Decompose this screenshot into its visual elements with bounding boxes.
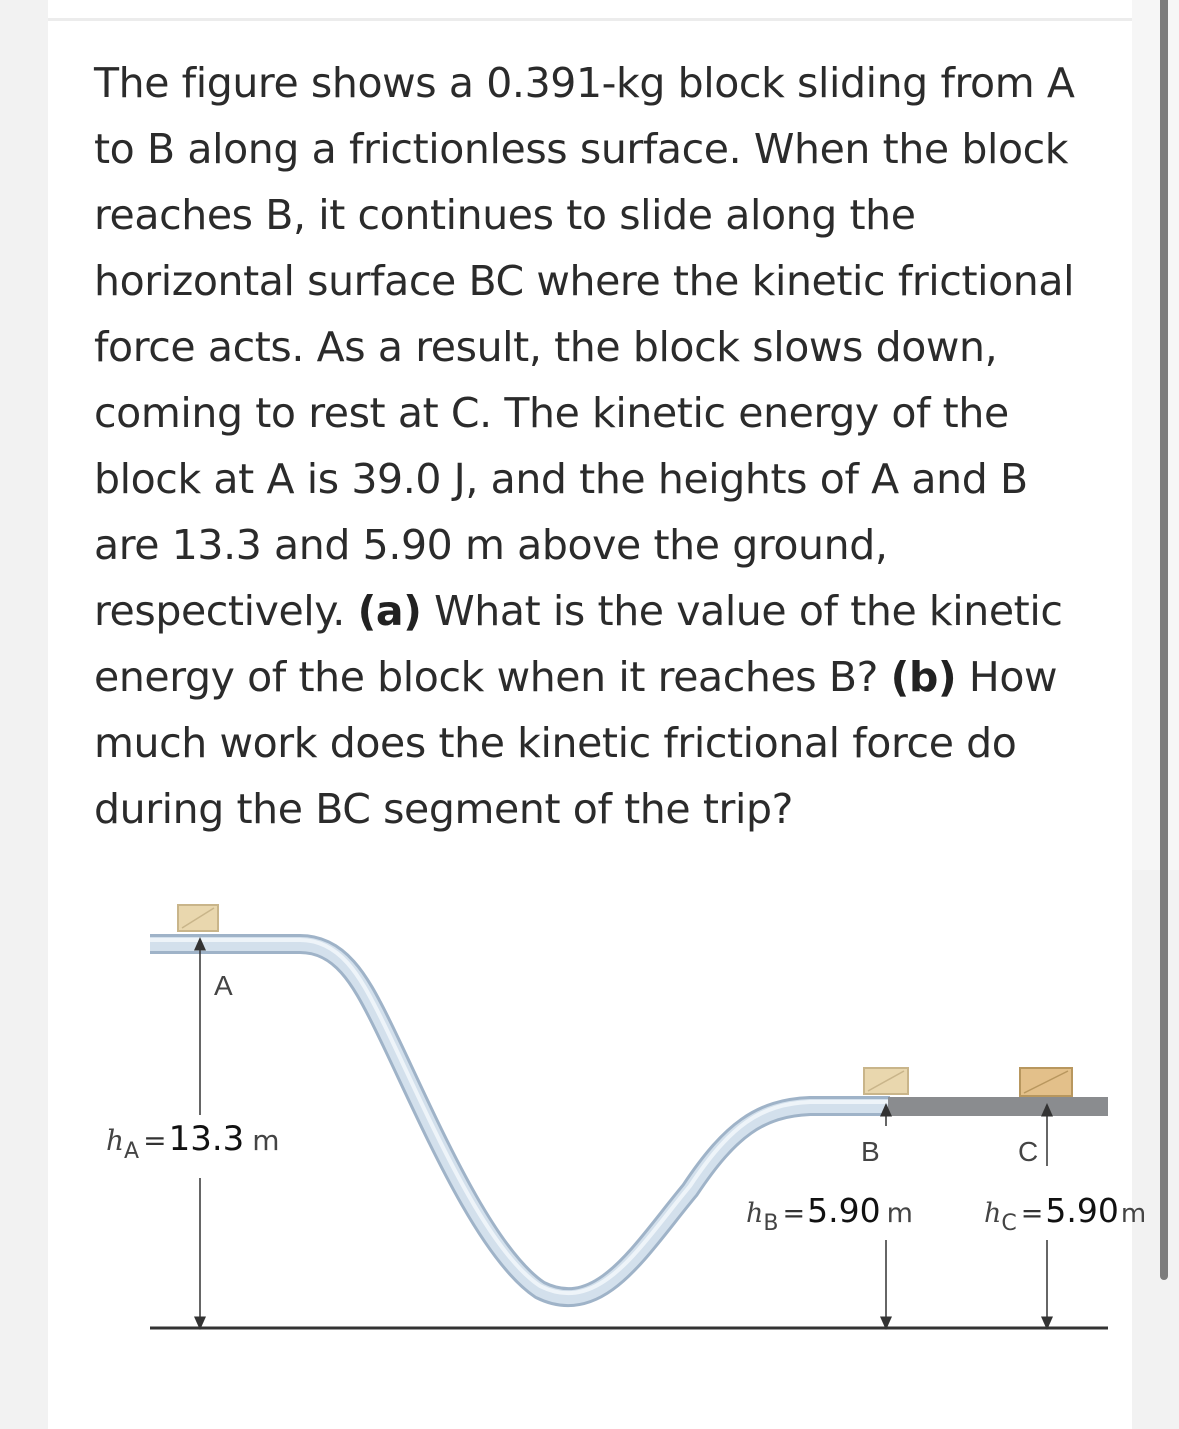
track-outline <box>150 944 890 1297</box>
part-a-text: What is the value of the kinetic energy of the block when it reaches B? <box>94 587 1063 701</box>
label-point-b: B <box>861 1136 880 1167</box>
block-at-c <box>1020 1068 1072 1096</box>
height-label-c: $h_C$ =5.90m <box>984 1191 1147 1236</box>
part-b-text: How much work does the kinetic frictional force do during the BC segment of the trip? <box>94 653 1058 833</box>
block-at-b <box>864 1068 908 1094</box>
height-label-b: $h_B$ =5.90 m <box>746 1191 913 1236</box>
question-intro: The figure shows a 0.391-kg block sliding from A to B along a frictionless surface. When the block reaches B, it continues to slide along the horizontal surface BC where the kinetic frictional force acts. As a result, the block slows down, coming to rest at C. The kinetic energy of the block at A is 39.0 J, and the heights of A and B are 13.3 and 5.90 m above the ground, respectively. <box>94 59 1075 635</box>
part-b-label: (b) <box>890 653 957 701</box>
label-point-c: C <box>1018 1136 1039 1167</box>
height-label-a: $h_A$ =13.3 m <box>106 1119 280 1164</box>
part-a-label: (a) <box>357 587 422 635</box>
label-point-a: A <box>214 970 233 1001</box>
block-at-a <box>178 905 218 931</box>
rough-surface-bc <box>888 1097 1108 1116</box>
